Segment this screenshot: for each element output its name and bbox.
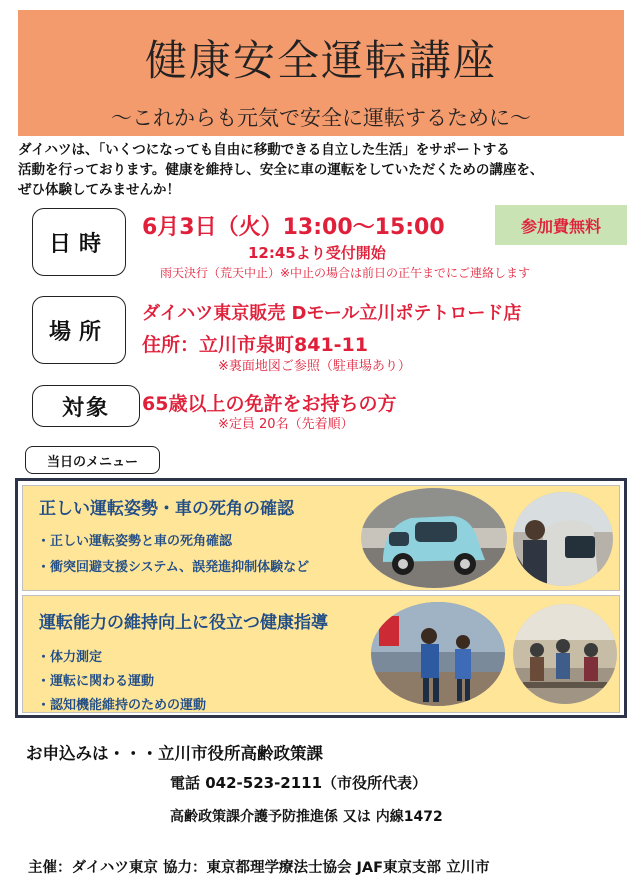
- panel-item: ・運転に関わる運動: [37, 674, 155, 689]
- place-label: 場所: [32, 296, 126, 364]
- intro-text: [18, 140, 628, 200]
- panel-title: 運転能力の維持向上に役立つ健康指導: [39, 613, 328, 633]
- driver-seat-photo: [513, 492, 613, 586]
- page-title: 健康安全運転講座: [144, 36, 497, 85]
- title-banner: [18, 10, 624, 136]
- schedule-label: 日時: [32, 208, 126, 276]
- group-class-photo: [513, 604, 617, 704]
- menu-panel-driving: [22, 485, 620, 591]
- target-desc: 65歳以上の免許をお持ちの方: [142, 393, 397, 415]
- venue-address: 住所：立川市泉町841-11: [142, 334, 368, 356]
- venue-note: ※裏面地図ご参照（駐車場あり）: [218, 359, 411, 374]
- apply-info: お申込みは・・・立川市役所高齢政策課: [26, 744, 323, 763]
- panel-title: 正しい運転姿勢・車の死角の確認: [39, 499, 294, 519]
- panel-item: ・認知機能維持のための運動: [37, 698, 207, 713]
- intro-line: ぜひ体験してみませんか！: [18, 182, 180, 198]
- exercise-photo: [371, 602, 505, 706]
- venue-name: ダイハツ東京販売 Dモール立川ポテトロード店: [142, 303, 522, 324]
- extension-info: 高齢政策課介護予防推進係 又は 内線1472: [170, 809, 443, 825]
- organizers: 主催：ダイハツ東京 協力：東京都理学療法士協会 JAF東京支部 立川市: [28, 860, 490, 876]
- car-photo: [361, 488, 507, 588]
- capacity-note: ※定員 20名（先着順）: [218, 417, 354, 432]
- menu-panel-health: [22, 595, 620, 713]
- target-label: 対象: [32, 385, 140, 427]
- intro-line: ダイハツは、「いくつになっても自由に移動できる自立した生活」をサポートする: [18, 142, 510, 158]
- panel-item: ・正しい運転姿勢と車の死角確認: [37, 534, 233, 549]
- panel-item: ・衝突回避支援システム、誤発進抑制体験など: [37, 560, 310, 575]
- panel-item: ・体力測定: [37, 650, 103, 665]
- intro-line: 活動を行っております。健康を維持し、安全に車の運転をしていただくための講座を、: [18, 162, 544, 178]
- menu-tag: 当日のメニュー: [25, 446, 160, 474]
- schedule-date: 6月3日（火）13:00～15:00: [142, 215, 445, 240]
- menu-frame: [15, 478, 627, 718]
- free-fee-badge: 参加費無料: [495, 205, 627, 245]
- phone-number: 電話 042-523-2111（市役所代表）: [170, 774, 428, 792]
- reception-time: 12:45より受付開始: [248, 244, 386, 262]
- page-subtitle: ～これからも元気で安全に運転するために～: [111, 106, 531, 130]
- weather-note: 雨天決行（荒天中止）※中止の場合は前日の正午までにご連絡します: [160, 266, 531, 280]
